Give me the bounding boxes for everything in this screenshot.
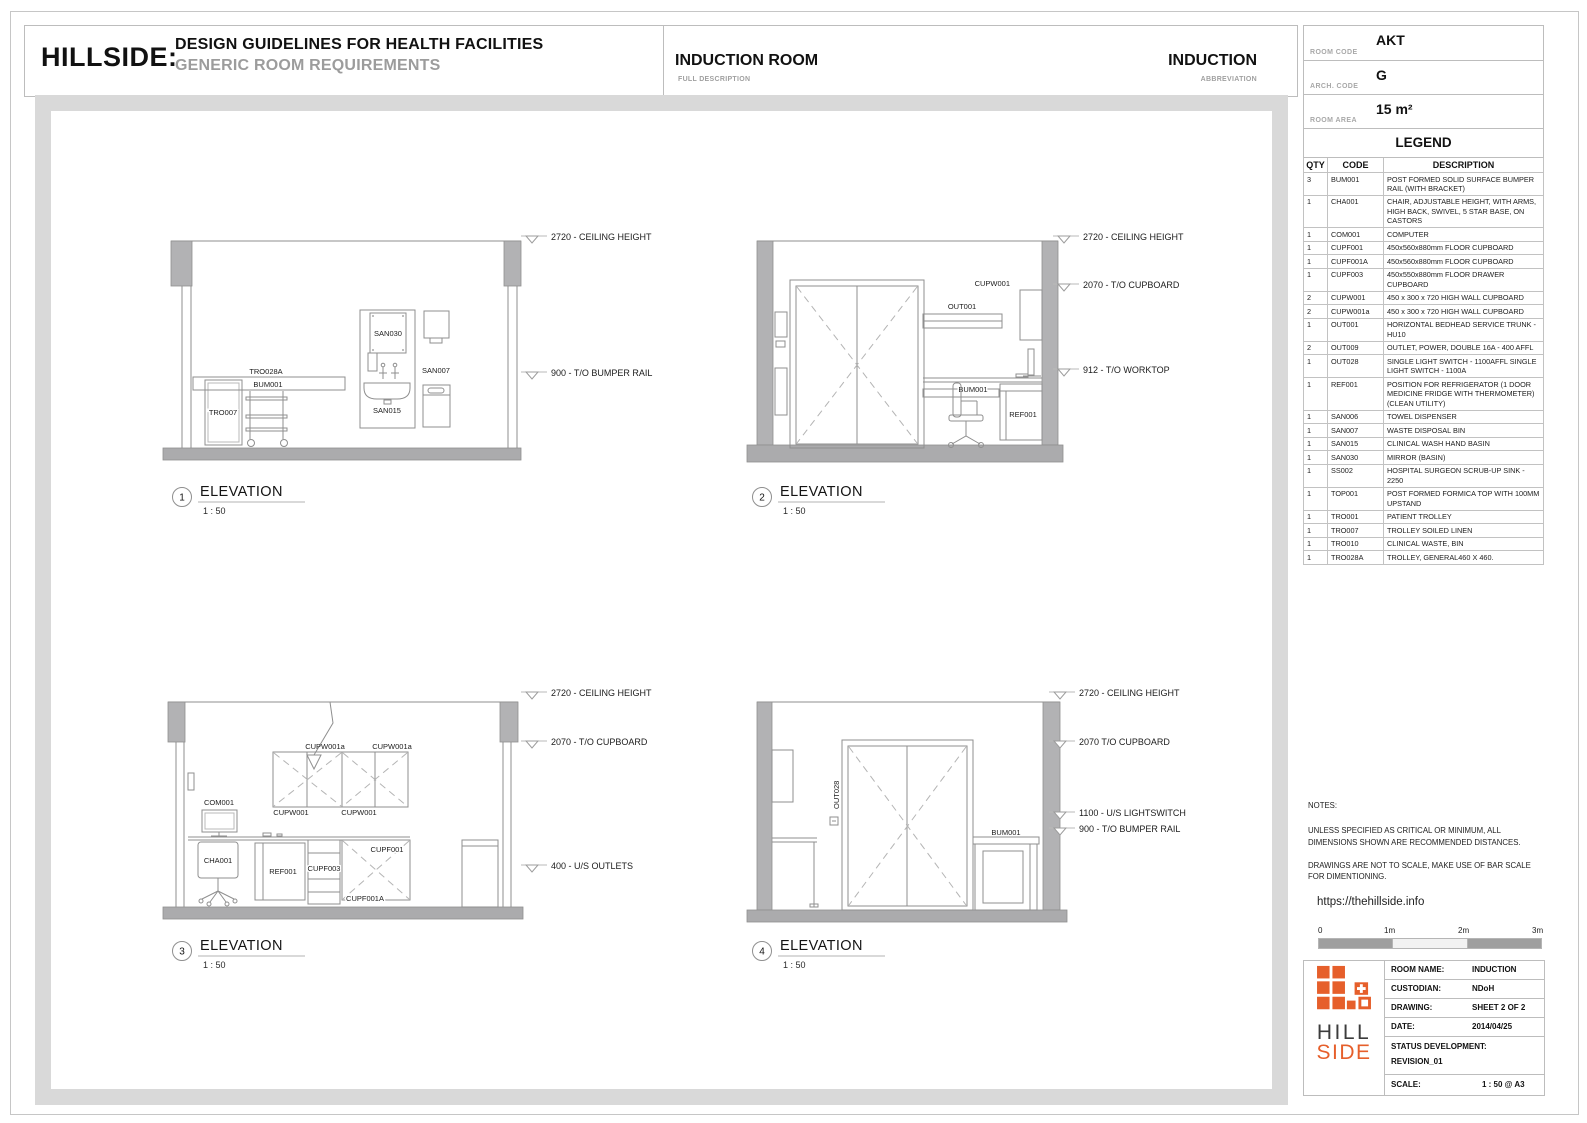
- drawing-row: [1384, 999, 1544, 1018]
- legend-description: CLINICAL WASTE, BIN: [1384, 537, 1544, 550]
- elevation-number: 3: [179, 946, 185, 958]
- cupboard-annotation: 2070 - T/O CUPBOARD: [1083, 280, 1180, 290]
- legend-row: [1304, 228, 1544, 241]
- cupf001-label: CUPF001: [370, 845, 404, 854]
- legend-description: CHAIR, ADJUSTABLE HEIGHT, WITH ARMS, HIGH BACK, SWIVEL, 5 STAR BASE, ON CASTORS: [1384, 195, 1544, 227]
- floor-cupboards: [342, 840, 410, 903]
- legend-qty: 1: [1304, 424, 1328, 437]
- legend-code: COM001: [1328, 228, 1384, 241]
- legend-qty: 1: [1304, 464, 1328, 487]
- bum001-label: BUM001: [253, 380, 283, 389]
- legend-description: MIRROR (BASIN): [1384, 451, 1544, 464]
- legend-description: OUTLET, POWER, DOUBLE 16A - 400 AFFL: [1384, 341, 1544, 354]
- legend-code: SS002: [1328, 464, 1384, 487]
- full-description-label: FULL DESCRIPTION: [678, 76, 751, 83]
- drawer-unit: [308, 840, 341, 904]
- legend-row: [1304, 410, 1544, 423]
- wall-cupboard: [975, 279, 1042, 340]
- hillside-building-icon: [1315, 964, 1373, 1016]
- wall-outlet: [188, 773, 194, 790]
- cupw001a-label: CUPW001a: [372, 742, 412, 751]
- date-label: DATE:: [1391, 1022, 1415, 1031]
- taps: [379, 363, 399, 379]
- legend-code: TRO028A: [1328, 551, 1384, 564]
- hillside-logo-text: HILLSIDE:: [41, 42, 178, 72]
- document-titles: [175, 36, 543, 75]
- legend-row: [1304, 437, 1544, 450]
- legend-code: SAN030: [1328, 451, 1384, 464]
- legend-qty: 1: [1304, 437, 1328, 450]
- logo-word-hill: HILL: [1316, 1021, 1372, 1044]
- bumper-cabinet: [973, 828, 1039, 910]
- legend-code: TOP001: [1328, 487, 1384, 510]
- ref001-label: REF001: [269, 867, 297, 876]
- room-name-row: [1384, 961, 1544, 980]
- legend-qty: 1: [1304, 410, 1328, 423]
- scale-tick-label: 1m: [1384, 926, 1396, 935]
- tro028a-label: TRO028A: [249, 367, 283, 376]
- wall-section: [757, 241, 773, 445]
- floor: [747, 910, 1067, 922]
- custodian-value: NDoH: [1472, 984, 1495, 993]
- elevations-canvas: [35, 95, 1288, 1105]
- ceiling-height-annotation: 2720 - CEILING HEIGHT: [551, 232, 652, 242]
- worktop-annotation: 912 - T/O WORKTOP: [1083, 365, 1170, 375]
- ceiling-height-annotation: 2720 - CEILING HEIGHT: [551, 688, 652, 698]
- legend-code: CUPW001: [1328, 291, 1384, 304]
- legend-qty: 1: [1304, 355, 1328, 378]
- desk: [772, 838, 818, 907]
- legend-code: SAN007: [1328, 424, 1384, 437]
- custodian-label: CUSTODIAN:: [1391, 984, 1442, 993]
- legend-code: OUT001: [1328, 318, 1384, 341]
- legend-description: POSITION FOR REFRIGERATOR (1 DOOR MEDICINE FRIDGE WITH THERMOMETER)(CLEAN UTILITY): [1384, 378, 1544, 410]
- status-row: [1384, 1037, 1544, 1075]
- wall-section: [1043, 702, 1060, 910]
- legend-header-row: [1304, 158, 1544, 173]
- legend-qty: 3: [1304, 173, 1328, 196]
- bumper-rail: [193, 367, 345, 390]
- elevation-1: [163, 232, 652, 516]
- legend-description: 450x550x880mm FLOOR DRAWER CUPBOARD: [1384, 268, 1544, 291]
- bar-scale: [1318, 926, 1542, 950]
- legend-description: 450 x 300 x 720 HIGH WALL CUPBOARD: [1384, 305, 1544, 318]
- cupf003-label: CUPF003: [307, 864, 341, 873]
- general-trolley: [246, 391, 288, 447]
- lightswitch-annotation: 1100 - U/S LIGHTSWITCH: [1079, 808, 1186, 818]
- legend-qty: 1: [1304, 537, 1328, 550]
- wall-cupboards: [273, 742, 413, 817]
- legend-description: HORIZONTAL BEDHEAD SERVICE TRUNK - HU10: [1384, 318, 1544, 341]
- room-area-label: ROOM AREA: [1310, 117, 1357, 124]
- legend-code: CUPF001: [1328, 241, 1384, 254]
- legend-row: [1304, 378, 1544, 410]
- elevation-title: ELEVATION: [780, 484, 863, 500]
- bum001-label: BUM001: [991, 828, 1021, 837]
- out028-label: OUT028: [832, 780, 841, 809]
- legend-row: [1304, 318, 1544, 341]
- legend-description: TROLLEY SOILED LINEN: [1384, 524, 1544, 537]
- legend-qty: 1: [1304, 378, 1328, 410]
- legend-row: [1304, 305, 1544, 318]
- legend-code: OUT009: [1328, 341, 1384, 354]
- towel-dispenser-and-bin: [422, 311, 450, 427]
- legend-table-body: [1304, 173, 1544, 565]
- floor: [163, 907, 523, 919]
- scale-value: 1 : 50 @ A3: [1482, 1080, 1525, 1089]
- legend-row: [1304, 291, 1544, 304]
- scale-tick-label: 3m: [1532, 926, 1544, 935]
- legend-row: [1304, 355, 1544, 378]
- elevation-scale: 1 : 50: [783, 506, 806, 516]
- cupw001-label: CUPW001: [341, 808, 377, 817]
- legend-row: [1304, 424, 1544, 437]
- elevation-number: 2: [759, 492, 765, 504]
- legend-row: [1304, 487, 1544, 510]
- scale-label: SCALE:: [1391, 1080, 1421, 1089]
- wall-mounted-panels: [775, 312, 787, 415]
- legend-code: CUPF003: [1328, 268, 1384, 291]
- legend-description: 450x560x880mm FLOOR CUPBOARD: [1384, 255, 1544, 268]
- legend-description: POST FORMED SOLID SURFACE BUMPER RAIL (WITH BRACKET): [1384, 173, 1544, 196]
- computer-monitor: [202, 798, 237, 836]
- worktop: [188, 833, 410, 840]
- scale-tick-label: 0: [1318, 926, 1323, 935]
- worktop-and-computer: [923, 349, 1042, 382]
- legend-qty: 1: [1304, 551, 1328, 564]
- room-name-value: INDUCTION: [1472, 965, 1517, 974]
- wall-post: [171, 241, 192, 286]
- legend-description: HOSPITAL SURGEON SCRUB-UP SINK - 2250: [1384, 464, 1544, 487]
- legend-code: CUPW001a: [1328, 305, 1384, 318]
- legend-qty: 2: [1304, 341, 1328, 354]
- legend-code: TRO007: [1328, 524, 1384, 537]
- bum001-label: BUM001: [958, 385, 988, 394]
- legend-description: WASTE DISPOSAL BIN: [1384, 424, 1544, 437]
- document-title: DESIGN GUIDELINES FOR HEALTH FACILITIES: [175, 36, 544, 53]
- arch-code-value: G: [1376, 67, 1387, 83]
- status-label: STATUS DEVELOPMENT:: [1391, 1042, 1487, 1051]
- wash-basin: [364, 383, 410, 399]
- floor: [163, 448, 521, 460]
- notes-paragraph: DRAWINGS ARE NOT TO SCALE, MAKE USE OF BAR SCALE FOR DIMENTIONING.: [1308, 860, 1531, 882]
- fridge-position: [1000, 384, 1042, 440]
- elevation-scale: 1 : 50: [203, 960, 226, 970]
- legend-qty: 1: [1304, 524, 1328, 537]
- abbreviation-label: ABBREVIATION: [1200, 76, 1257, 83]
- elevation-scale: 1 : 50: [783, 960, 806, 970]
- room-abbreviation: INDUCTION: [1168, 52, 1257, 69]
- elevation-number: 4: [759, 946, 765, 958]
- san015-label: SAN015: [373, 406, 401, 415]
- legend-row: [1304, 464, 1544, 487]
- title-header: [24, 25, 1298, 97]
- drawing-value: SHEET 2 OF 2: [1472, 1003, 1526, 1012]
- tro007-label: TRO007: [208, 408, 238, 417]
- legend-description: SINGLE LIGHT SWITCH - 1100AFFL SINGLE LIGHT SWITCH - 1100A: [1384, 355, 1544, 378]
- legend-row: [1304, 341, 1544, 354]
- legend-description: 450 x 300 x 720 HIGH WALL CUPBOARD: [1384, 291, 1544, 304]
- cupboard-annotation: 2070 - T/O CUPBOARD: [551, 737, 648, 747]
- scale-tick-label: 2m: [1458, 926, 1470, 935]
- chair-front: [198, 842, 238, 906]
- wall-post: [504, 241, 521, 286]
- cupw001-label: CUPW001: [273, 808, 309, 817]
- legend-qty: 1: [1304, 268, 1328, 291]
- wall-section: [1042, 241, 1058, 445]
- cupf001a-label: CUPF001A: [346, 894, 384, 903]
- bedhead-trunk: [923, 302, 1002, 328]
- cha001-label: CHA001: [203, 856, 233, 865]
- legend-code: REF001: [1328, 378, 1384, 410]
- legend-code: TRO001: [1328, 510, 1384, 523]
- legend-code: TRO010: [1328, 537, 1384, 550]
- legend-header-description: DESCRIPTION: [1384, 158, 1544, 173]
- legend-qty: 1: [1304, 487, 1328, 510]
- legend-header-code: CODE: [1328, 158, 1384, 173]
- legend-code: SAN006: [1328, 410, 1384, 423]
- room-full-name: INDUCTION ROOM: [675, 52, 819, 69]
- legend-qty: 2: [1304, 305, 1328, 318]
- bumper-rail-annotation: 900 - T/O BUMPER RAIL: [1079, 824, 1181, 834]
- legend-row: [1304, 268, 1544, 291]
- elevation-4: [747, 688, 1186, 970]
- wall-post: [500, 702, 518, 742]
- legend-code: SAN015: [1328, 437, 1384, 450]
- legend-qty: 1: [1304, 195, 1328, 227]
- legend-row: [1304, 241, 1544, 254]
- legend-row: [1304, 451, 1544, 464]
- notes-block: [1308, 800, 1542, 894]
- elevation-2-title: [753, 484, 886, 516]
- date-row: [1384, 1018, 1544, 1037]
- elevation-title: ELEVATION: [200, 938, 283, 954]
- legend-title: LEGEND: [1303, 128, 1544, 158]
- legend-description: TOWEL DISPENSER: [1384, 410, 1544, 423]
- legend-description: COMPUTER: [1384, 228, 1544, 241]
- elevation-4-title: [753, 938, 886, 970]
- date-value: 2014/04/25: [1472, 1022, 1513, 1031]
- scale-segment: [1319, 939, 1392, 948]
- elevation-title: ELEVATION: [780, 938, 863, 954]
- double-door: [842, 740, 973, 910]
- room-code-label: ROOM CODE: [1310, 49, 1358, 56]
- custodian-row: [1384, 980, 1544, 999]
- cupboard-annotation: 2070 T/O CUPBOARD: [1079, 737, 1170, 747]
- legend-row: [1304, 255, 1544, 268]
- notes-paragraph: UNLESS SPECIFIED AS CRITICAL OR MINIMUM, ALL DIMENSIONS SHOWN ARE RECOMMENDED DISTANCES.: [1308, 826, 1521, 847]
- elevation-title: ELEVATION: [200, 484, 283, 500]
- legend-header-qty: QTY: [1304, 158, 1328, 173]
- ceiling-light-pendant: [307, 702, 333, 769]
- title-block: [1303, 960, 1545, 1096]
- legend-code: CUPF001A: [1328, 255, 1384, 268]
- legend-description: PATIENT TROLLEY: [1384, 510, 1544, 523]
- legend-row: [1304, 537, 1544, 550]
- elevation-3-title: [173, 938, 306, 970]
- elevation-2: [747, 232, 1184, 516]
- legend-row: [1304, 551, 1544, 564]
- legend-row: [1304, 524, 1544, 537]
- cupw001-label: CUPW001: [974, 279, 1010, 288]
- double-door: [790, 280, 924, 448]
- scale-segment: [1468, 939, 1541, 948]
- legend-code: CHA001: [1328, 195, 1384, 227]
- ceiling-height-annotation: 2720 - CEILING HEIGHT: [1079, 688, 1180, 698]
- legend-qty: 1: [1304, 318, 1328, 341]
- out001-label: OUT001: [947, 302, 977, 311]
- legend-code: OUT028: [1328, 355, 1384, 378]
- legend-description: CLINICAL WASH HAND BASIN: [1384, 437, 1544, 450]
- room-name-label: ROOM NAME:: [1391, 965, 1445, 974]
- elevation-1-title: [173, 484, 306, 516]
- legend-qty: 2: [1304, 291, 1328, 304]
- elevation-scale: 1 : 50: [203, 506, 226, 516]
- elevation-number: 1: [179, 492, 185, 504]
- arch-code-label: ARCH. CODE: [1310, 83, 1359, 90]
- wall-panel: [772, 750, 793, 802]
- cupw001a-label: CUPW001a: [305, 742, 345, 751]
- legend-row: [1304, 173, 1544, 196]
- legend-description: 450x560x880mm FLOOR CUPBOARD: [1384, 241, 1544, 254]
- legend-row: [1304, 195, 1544, 227]
- document-subtitle: GENERIC ROOM REQUIREMENTS: [175, 57, 441, 74]
- legend-table: [1303, 157, 1544, 565]
- scale-segment: [1392, 939, 1467, 948]
- hillside-logo: [1304, 961, 1385, 1095]
- title-block-rows: [1384, 961, 1544, 1095]
- legend-description: POST FORMED FORMICA TOP WITH 100MM UPSTAND: [1384, 487, 1544, 510]
- legend-row: [1304, 510, 1544, 523]
- elevation-3: [163, 688, 652, 970]
- san030-label: SAN030: [374, 329, 402, 338]
- ceiling-height-annotation: 2720 - CEILING HEIGHT: [1083, 232, 1184, 242]
- legend-code: BUM001: [1328, 173, 1384, 196]
- fridge-position: [255, 843, 305, 900]
- wall-post: [168, 702, 185, 742]
- legend-qty: 1: [1304, 241, 1328, 254]
- notes-heading: NOTES:: [1308, 801, 1338, 810]
- wall-section: [757, 702, 772, 910]
- outlets-annotation: 400 - U/S OUTLETS: [551, 861, 634, 871]
- san007-label: SAN007: [422, 366, 450, 375]
- info-column: [1303, 25, 1544, 565]
- legend-qty: 1: [1304, 451, 1328, 464]
- arch-code-row: [1303, 60, 1544, 95]
- bumper-rail-annotation: 900 - T/O BUMPER RAIL: [551, 368, 653, 378]
- legend-qty: 1: [1304, 228, 1328, 241]
- room-code-value: AKT: [1376, 32, 1405, 48]
- scale-bar-strip: [1318, 938, 1542, 949]
- com001-label: COM001: [203, 798, 235, 807]
- room-code-row: [1303, 25, 1544, 61]
- legend-qty: 1: [1304, 510, 1328, 523]
- legend-qty: 1: [1304, 255, 1328, 268]
- ref001-label: REF001: [1009, 410, 1037, 419]
- status-value: REVISION_01: [1391, 1057, 1443, 1066]
- room-area-value: 15 m²: [1376, 101, 1413, 117]
- mirror-basin-unit: [360, 310, 415, 428]
- room-area-row: [1303, 94, 1544, 129]
- light-switch: [830, 781, 841, 825]
- logo-word-side: SIDE: [1316, 1040, 1372, 1064]
- website-url: https://thehillside.info: [1317, 896, 1425, 908]
- scale-row: [1384, 1075, 1544, 1095]
- tall-cabinet: [462, 840, 498, 907]
- legend-description: TROLLEY, GENERAL460 X 460.: [1384, 551, 1544, 564]
- header-divider: [663, 26, 664, 96]
- drawing-label: DRAWING:: [1391, 1003, 1433, 1012]
